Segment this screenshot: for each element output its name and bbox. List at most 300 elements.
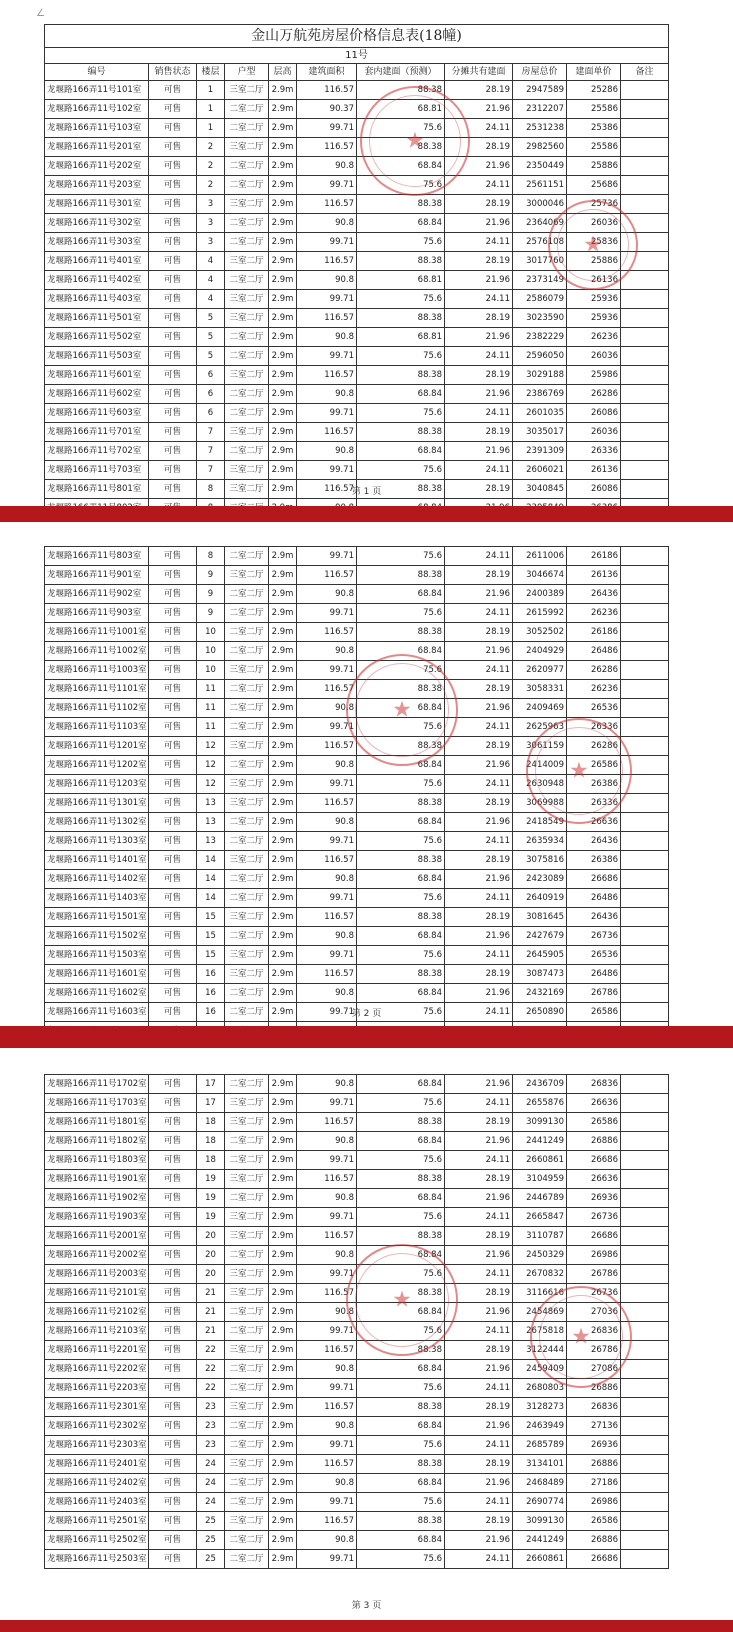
- total-price-cell: 3075816: [513, 851, 567, 870]
- sale-status-cell: 可售: [149, 680, 197, 699]
- remarks-cell: [621, 566, 669, 585]
- net-area-cell: 88.38: [357, 794, 445, 813]
- gross-area-cell: 99.71: [297, 775, 357, 794]
- total-price-cell: 2947589: [513, 81, 567, 100]
- unit-number-cell: 龙堰路166弄11号1501室: [45, 908, 149, 927]
- floor-cell: 2: [197, 138, 225, 157]
- net-area-cell: 88.38: [357, 680, 445, 699]
- unit-price-cell: 26936: [567, 1436, 621, 1455]
- unit-price-cell: 26236: [567, 604, 621, 623]
- shared-area-cell: 21.96: [445, 157, 513, 176]
- total-price-cell: 2312207: [513, 100, 567, 119]
- unit-number-cell: 龙堰路166弄11号1703室: [45, 1094, 149, 1113]
- remarks-cell: [621, 404, 669, 423]
- total-price-cell: 2350449: [513, 157, 567, 176]
- net-area-cell: 68.84: [357, 1189, 445, 1208]
- floor-cell: 23: [197, 1417, 225, 1436]
- net-area-cell: 68.84: [357, 1075, 445, 1094]
- table-row: [45, 366, 669, 385]
- unit-price-cell: 26336: [567, 718, 621, 737]
- shared-area-cell: 21.96: [445, 699, 513, 718]
- table-row: [45, 81, 669, 100]
- layout-cell: 二室二厅: [225, 328, 269, 347]
- unit-price-cell: 26886: [567, 1531, 621, 1550]
- remarks-cell: [621, 851, 669, 870]
- sale-status-cell: 可售: [149, 1550, 197, 1569]
- shared-area-cell: 24.11: [445, 889, 513, 908]
- floor-cell: 12: [197, 756, 225, 775]
- unit-number-cell: 龙堰路166弄11号2003室: [45, 1265, 149, 1284]
- unit-number-cell: 龙堰路166弄11号2202室: [45, 1360, 149, 1379]
- remarks-cell: [621, 965, 669, 984]
- shared-area-cell: 21.96: [445, 1360, 513, 1379]
- shared-area-cell: 21.96: [445, 1075, 513, 1094]
- floor-cell: 9: [197, 604, 225, 623]
- unit-number-cell: 龙堰路166弄11号901室: [45, 566, 149, 585]
- total-price-cell: 3029188: [513, 366, 567, 385]
- layout-cell: 三室二厅: [225, 138, 269, 157]
- layout-cell: 三室二厅: [225, 908, 269, 927]
- shared-area-cell: 24.11: [445, 233, 513, 252]
- unit-price-cell: 26786: [567, 1341, 621, 1360]
- total-price-cell: 2441249: [513, 1531, 567, 1550]
- layout-cell: 三室二厅: [225, 1113, 269, 1132]
- unit-price-cell: 26986: [567, 1493, 621, 1512]
- layout-cell: 三室二厅: [225, 737, 269, 756]
- floor-cell: 15: [197, 908, 225, 927]
- unit-number-cell: 龙堰路166弄11号1401室: [45, 851, 149, 870]
- sale-status-cell: 可售: [149, 699, 197, 718]
- layout-cell: 二室二厅: [225, 1493, 269, 1512]
- shared-area-cell: 24.11: [445, 1550, 513, 1569]
- shared-area-cell: 24.11: [445, 946, 513, 965]
- shared-area-cell: 28.19: [445, 1398, 513, 1417]
- net-area-cell: 68.84: [357, 1531, 445, 1550]
- storey-height-cell: 2.9m: [269, 813, 297, 832]
- table-row: [45, 737, 669, 756]
- total-price-cell: 2400389: [513, 585, 567, 604]
- sale-status-cell: 可售: [149, 271, 197, 290]
- storey-height-cell: 2.9m: [269, 832, 297, 851]
- unit-price-cell: 25936: [567, 290, 621, 309]
- unit-price-cell: 26486: [567, 965, 621, 984]
- table-row: [45, 851, 669, 870]
- remarks-cell: [621, 1246, 669, 1265]
- total-price-cell: 3116616: [513, 1284, 567, 1303]
- gross-area-cell: 99.71: [297, 1265, 357, 1284]
- layout-cell: 二室二厅: [225, 984, 269, 1003]
- total-price-cell: 2576108: [513, 233, 567, 252]
- layout-cell: 三室二厅: [225, 1170, 269, 1189]
- remarks-cell: [621, 100, 669, 119]
- total-price-cell: 3058331: [513, 680, 567, 699]
- total-price-cell: 3069988: [513, 794, 567, 813]
- storey-height-cell: 2.9m: [269, 642, 297, 661]
- sale-status-cell: 可售: [149, 214, 197, 233]
- storey-height-cell: 2.9m: [269, 965, 297, 984]
- gross-area-cell: 99.71: [297, 1151, 357, 1170]
- net-area-cell: 88.38: [357, 1512, 445, 1531]
- storey-height-cell: 2.9m: [269, 908, 297, 927]
- sale-status-cell: 可售: [149, 1094, 197, 1113]
- sale-status-cell: 可售: [149, 775, 197, 794]
- unit-number-cell: 龙堰路166弄11号2303室: [45, 1436, 149, 1455]
- unit-price-cell: 26036: [567, 347, 621, 366]
- sale-status-cell: 可售: [149, 661, 197, 680]
- floor-cell: 20: [197, 1246, 225, 1265]
- unit-number-cell: 龙堰路166弄11号103室: [45, 119, 149, 138]
- unit-number-cell: 龙堰路166弄11号301室: [45, 195, 149, 214]
- table-row: [45, 1246, 669, 1265]
- total-price-cell: 2596050: [513, 347, 567, 366]
- shared-area-cell: 21.96: [445, 100, 513, 119]
- remarks-cell: [621, 585, 669, 604]
- unit-price-cell: 26436: [567, 908, 621, 927]
- table-row: [45, 642, 669, 661]
- net-area-cell: 75.6: [357, 547, 445, 566]
- floor-cell: 20: [197, 1227, 225, 1246]
- remarks-cell: [621, 756, 669, 775]
- unit-price-cell: 27086: [567, 1360, 621, 1379]
- floor-cell: 25: [197, 1531, 225, 1550]
- table-row: [45, 309, 669, 328]
- sale-status-cell: 可售: [149, 233, 197, 252]
- remarks-cell: [621, 1170, 669, 1189]
- shared-area-cell: 28.19: [445, 1284, 513, 1303]
- unit-number-cell: 龙堰路166弄11号801室: [45, 480, 149, 499]
- table-row: [45, 119, 669, 138]
- floor-cell: 13: [197, 832, 225, 851]
- storey-height-cell: 2.9m: [269, 423, 297, 442]
- unit-price-cell: 26986: [567, 1246, 621, 1265]
- price-table-page-2: [44, 546, 669, 1041]
- floor-cell: 19: [197, 1189, 225, 1208]
- unit-price-cell: 26436: [567, 832, 621, 851]
- col-header: 楼层: [197, 64, 225, 81]
- unit-price-cell: 27036: [567, 1303, 621, 1322]
- net-area-cell: 75.6: [357, 1265, 445, 1284]
- floor-cell: 24: [197, 1493, 225, 1512]
- unit-number-cell: 龙堰路166弄11号903室: [45, 604, 149, 623]
- col-header: 建面单价: [567, 64, 621, 81]
- sale-status-cell: 可售: [149, 252, 197, 271]
- layout-cell: 二室二厅: [225, 233, 269, 252]
- net-area-cell: 75.6: [357, 1151, 445, 1170]
- sale-status-cell: 可售: [149, 309, 197, 328]
- storey-height-cell: 2.9m: [269, 404, 297, 423]
- net-area-cell: 88.38: [357, 623, 445, 642]
- shared-area-cell: 24.11: [445, 1265, 513, 1284]
- layout-cell: 三室二厅: [225, 1341, 269, 1360]
- unit-number-cell: 龙堰路166弄11号2301室: [45, 1398, 149, 1417]
- unit-number-cell: 龙堰路166弄11号1803室: [45, 1151, 149, 1170]
- layout-cell: 二室二厅: [225, 870, 269, 889]
- unit-number-cell: 龙堰路166弄11号202室: [45, 157, 149, 176]
- remarks-cell: [621, 1341, 669, 1360]
- storey-height-cell: 2.9m: [269, 851, 297, 870]
- gross-area-cell: 90.8: [297, 1132, 357, 1151]
- gross-area-cell: 99.71: [297, 347, 357, 366]
- floor-cell: 2: [197, 176, 225, 195]
- sale-status-cell: 可售: [149, 1455, 197, 1474]
- remarks-cell: [621, 423, 669, 442]
- floor-cell: 6: [197, 385, 225, 404]
- storey-height-cell: 2.9m: [269, 271, 297, 290]
- layout-cell: 三室二厅: [225, 1398, 269, 1417]
- storey-height-cell: 2.9m: [269, 984, 297, 1003]
- unit-number-cell: 龙堰路166弄11号1702室: [45, 1075, 149, 1094]
- unit-number-cell: 龙堰路166弄11号902室: [45, 585, 149, 604]
- remarks-cell: [621, 176, 669, 195]
- unit-number-cell: 龙堰路166弄11号803室: [45, 547, 149, 566]
- floor-cell: 1: [197, 119, 225, 138]
- total-price-cell: 2459409: [513, 1360, 567, 1379]
- shared-area-cell: 21.96: [445, 385, 513, 404]
- net-area-cell: 75.6: [357, 176, 445, 195]
- sale-status-cell: 可售: [149, 442, 197, 461]
- unit-price-cell: 25586: [567, 100, 621, 119]
- floor-cell: 6: [197, 366, 225, 385]
- table-row: [45, 870, 669, 889]
- unit-price-cell: 26186: [567, 623, 621, 642]
- remarks-cell: [621, 870, 669, 889]
- unit-price-cell: 26636: [567, 813, 621, 832]
- layout-cell: 二室二厅: [225, 889, 269, 908]
- floor-cell: 22: [197, 1360, 225, 1379]
- unit-price-cell: 25386: [567, 119, 621, 138]
- remarks-cell: [621, 927, 669, 946]
- remarks-cell: [621, 1493, 669, 1512]
- sale-status-cell: 可售: [149, 1398, 197, 1417]
- remarks-cell: [621, 1265, 669, 1284]
- col-header: 房屋总价: [513, 64, 567, 81]
- storey-height-cell: 2.9m: [269, 442, 297, 461]
- net-area-cell: 68.84: [357, 442, 445, 461]
- layout-cell: 三室二厅: [225, 1227, 269, 1246]
- layout-cell: 三室二厅: [225, 1094, 269, 1113]
- unit-price-cell: 26286: [567, 737, 621, 756]
- sale-status-cell: 可售: [149, 1341, 197, 1360]
- unit-number-cell: 龙堰路166弄11号2101室: [45, 1284, 149, 1303]
- storey-height-cell: 2.9m: [269, 252, 297, 271]
- storey-height-cell: 2.9m: [269, 756, 297, 775]
- table-row: [45, 157, 669, 176]
- storey-height-cell: 2.9m: [269, 699, 297, 718]
- total-price-cell: 2690774: [513, 1493, 567, 1512]
- sale-status-cell: 可售: [149, 585, 197, 604]
- storey-height-cell: 2.9m: [269, 1379, 297, 1398]
- net-area-cell: 88.38: [357, 908, 445, 927]
- remarks-cell: [621, 813, 669, 832]
- floor-cell: 22: [197, 1341, 225, 1360]
- shared-area-cell: 24.11: [445, 404, 513, 423]
- table-row: [45, 623, 669, 642]
- net-area-cell: 68.84: [357, 1474, 445, 1493]
- total-price-cell: 2655876: [513, 1094, 567, 1113]
- shared-area-cell: 28.19: [445, 737, 513, 756]
- sale-status-cell: 可售: [149, 1189, 197, 1208]
- shared-area-cell: 28.19: [445, 680, 513, 699]
- layout-cell: 二室二厅: [225, 832, 269, 851]
- storey-height-cell: 2.9m: [269, 1474, 297, 1493]
- storey-height-cell: 2.9m: [269, 1094, 297, 1113]
- layout-cell: 二室二厅: [225, 1417, 269, 1436]
- unit-price-cell: 26236: [567, 680, 621, 699]
- layout-cell: 二室二厅: [225, 214, 269, 233]
- floor-cell: 9: [197, 566, 225, 585]
- layout-cell: 二室二厅: [225, 157, 269, 176]
- storey-height-cell: 2.9m: [269, 1550, 297, 1569]
- unit-number-cell: 龙堰路166弄11号1602室: [45, 984, 149, 1003]
- table-row: [45, 1379, 669, 1398]
- remarks-cell: [621, 157, 669, 176]
- unit-price-cell: 26386: [567, 775, 621, 794]
- layout-cell: 三室二厅: [225, 1455, 269, 1474]
- layout-cell: 二室二厅: [225, 1303, 269, 1322]
- shared-area-cell: 21.96: [445, 813, 513, 832]
- unit-price-cell: 26386: [567, 851, 621, 870]
- table-row: [45, 1208, 669, 1227]
- floor-cell: 23: [197, 1436, 225, 1455]
- layout-cell: 三室二厅: [225, 81, 269, 100]
- total-price-cell: 2436709: [513, 1075, 567, 1094]
- total-price-cell: 2373149: [513, 271, 567, 290]
- gross-area-cell: 90.8: [297, 927, 357, 946]
- unit-number-cell: 龙堰路166弄11号1202室: [45, 756, 149, 775]
- remarks-cell: [621, 1284, 669, 1303]
- total-price-cell: 3087473: [513, 965, 567, 984]
- sale-status-cell: 可售: [149, 1246, 197, 1265]
- table-row: [45, 1360, 669, 1379]
- layout-cell: 三室二厅: [225, 794, 269, 813]
- storey-height-cell: 2.9m: [269, 946, 297, 965]
- storey-height-cell: 2.9m: [269, 195, 297, 214]
- unit-price-cell: 26486: [567, 642, 621, 661]
- unit-price-cell: 25886: [567, 252, 621, 271]
- unit-number-cell: 龙堰路166弄11号1902室: [45, 1189, 149, 1208]
- unit-number-cell: 龙堰路166弄11号101室: [45, 81, 149, 100]
- net-area-cell: 68.84: [357, 585, 445, 604]
- unit-price-cell: 26686: [567, 1227, 621, 1246]
- total-price-cell: 2391309: [513, 442, 567, 461]
- remarks-cell: [621, 385, 669, 404]
- total-price-cell: 2625963: [513, 718, 567, 737]
- shared-area-cell: 28.19: [445, 1113, 513, 1132]
- remarks-cell: [621, 1208, 669, 1227]
- total-price-cell: 3052502: [513, 623, 567, 642]
- gross-area-cell: 99.71: [297, 547, 357, 566]
- total-price-cell: 2432169: [513, 984, 567, 1003]
- floor-cell: 23: [197, 1398, 225, 1417]
- floor-cell: 16: [197, 984, 225, 1003]
- sale-status-cell: 可售: [149, 1379, 197, 1398]
- unit-price-cell: 25286: [567, 81, 621, 100]
- remarks-cell: [621, 442, 669, 461]
- total-price-cell: 2561151: [513, 176, 567, 195]
- gross-area-cell: 90.8: [297, 642, 357, 661]
- unit-price-cell: 26586: [567, 1512, 621, 1531]
- storey-height-cell: 2.9m: [269, 1493, 297, 1512]
- shared-area-cell: 28.19: [445, 794, 513, 813]
- floor-cell: 9: [197, 585, 225, 604]
- total-price-cell: 3023590: [513, 309, 567, 328]
- gross-area-cell: 90.8: [297, 1189, 357, 1208]
- net-area-cell: 68.84: [357, 1303, 445, 1322]
- unit-price-cell: 25986: [567, 366, 621, 385]
- remarks-cell: [621, 1379, 669, 1398]
- layout-cell: 二室二厅: [225, 1550, 269, 1569]
- table-row: [45, 442, 669, 461]
- shared-area-cell: 24.11: [445, 1379, 513, 1398]
- storey-height-cell: 2.9m: [269, 1360, 297, 1379]
- table-row: [45, 718, 669, 737]
- gross-area-cell: 99.71: [297, 1003, 357, 1022]
- sale-status-cell: 可售: [149, 547, 197, 566]
- floor-cell: 3: [197, 233, 225, 252]
- shared-area-cell: 24.11: [445, 832, 513, 851]
- storey-height-cell: 2.9m: [269, 718, 297, 737]
- net-area-cell: 68.84: [357, 385, 445, 404]
- sale-status-cell: 可售: [149, 1132, 197, 1151]
- table-row: [45, 1493, 669, 1512]
- gross-area-cell: 90.8: [297, 214, 357, 233]
- table-row: [45, 1189, 669, 1208]
- unit-number-cell: 龙堰路166弄11号2103室: [45, 1322, 149, 1341]
- layout-cell: 二室二厅: [225, 1132, 269, 1151]
- remarks-cell: [621, 604, 669, 623]
- layout-cell: 二室二厅: [225, 1246, 269, 1265]
- unit-number-cell: 龙堰路166弄11号2002室: [45, 1246, 149, 1265]
- storey-height-cell: 2.9m: [269, 927, 297, 946]
- floor-cell: 14: [197, 870, 225, 889]
- net-area-cell: 88.38: [357, 423, 445, 442]
- net-area-cell: 88.38: [357, 851, 445, 870]
- total-price-cell: 2665847: [513, 1208, 567, 1227]
- layout-cell: 三室二厅: [225, 252, 269, 271]
- unit-number-cell: 龙堰路166弄11号2102室: [45, 1303, 149, 1322]
- unit-number-cell: 龙堰路166弄11号1001室: [45, 623, 149, 642]
- total-price-cell: 2620977: [513, 661, 567, 680]
- remarks-cell: [621, 1075, 669, 1094]
- unit-price-cell: 26836: [567, 1322, 621, 1341]
- table-row: [45, 965, 669, 984]
- layout-cell: 二室二厅: [225, 1360, 269, 1379]
- shared-area-cell: 28.19: [445, 138, 513, 157]
- unit-price-cell: 26886: [567, 1455, 621, 1474]
- gross-area-cell: 116.57: [297, 680, 357, 699]
- sale-status-cell: 可售: [149, 813, 197, 832]
- total-price-cell: 3099130: [513, 1512, 567, 1531]
- unit-price-cell: 25936: [567, 309, 621, 328]
- gross-area-cell: 90.8: [297, 585, 357, 604]
- table-row: [45, 1417, 669, 1436]
- table-row: [45, 1398, 669, 1417]
- gross-area-cell: 99.71: [297, 718, 357, 737]
- col-header: 户型: [225, 64, 269, 81]
- sale-status-cell: 可售: [149, 927, 197, 946]
- layout-cell: 三室二厅: [225, 309, 269, 328]
- storey-height-cell: 2.9m: [269, 366, 297, 385]
- unit-number-cell: 龙堰路166弄11号2302室: [45, 1417, 149, 1436]
- net-area-cell: 88.38: [357, 1284, 445, 1303]
- table-row: [45, 889, 669, 908]
- storey-height-cell: 2.9m: [269, 214, 297, 233]
- remarks-cell: [621, 642, 669, 661]
- page-3: [0, 1048, 733, 1620]
- layout-cell: 三室二厅: [225, 480, 269, 499]
- sale-status-cell: 可售: [149, 889, 197, 908]
- header-row: [45, 64, 669, 81]
